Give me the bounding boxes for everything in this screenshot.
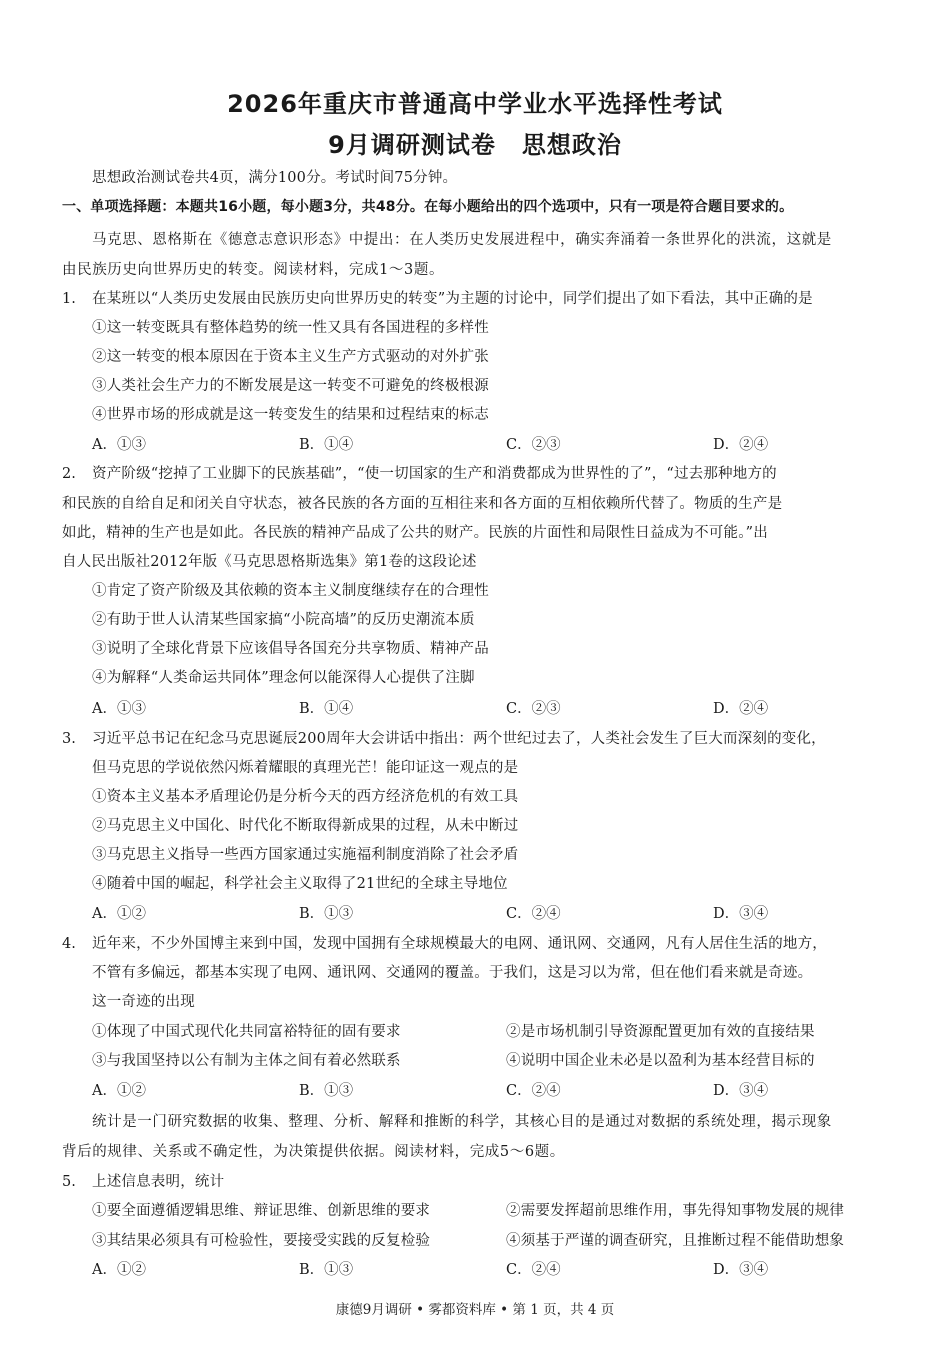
statement-item: ①资本主义基本矛盾理论仍是分析今天的西方经济危机的有效工具: [92, 789, 519, 805]
page-title: 2026年重庆市普通高中学业水平选择性考试: [227, 90, 723, 118]
statement-item: ②有助于世人认清某些国家搞“小院高墙”的反历史潮流本质: [92, 612, 475, 628]
statement-item: ④世界市场的形成就是这一转变发生的结果和过程结束的标志: [92, 407, 489, 423]
statement-item: ②马克思主义中国化、时代化不断取得新成果的过程，从未中断过: [92, 818, 519, 834]
option-d[interactable]: D．②④: [713, 437, 769, 453]
option-d[interactable]: D．③④: [713, 1262, 769, 1278]
question-stem: 如此，精神的生产也是如此。各民族的精神产品成了公共的财产。民族的片面性和局限性日益成为不可能。”出: [62, 525, 768, 541]
question-number: 3.: [62, 731, 76, 747]
question-stem: 在某班以“人类历史发展由民族历史向世界历史的转变”为主题的讨论中，同学们提出了如下看法，其中正确的是: [92, 291, 813, 307]
question-number: 1.: [62, 291, 76, 307]
question-stem: 和民族的自给自足和闭关自守状态，被各民族的各方面的互相往来和各方面的互相依赖所代替了。物质的生产是: [62, 496, 783, 512]
option-b[interactable]: B．①③: [299, 906, 354, 922]
question-stem: 上述信息表明，统计: [92, 1174, 225, 1190]
subtitle-subject: 思想政治: [521, 131, 622, 159]
statement-item: ①肯定了资产阶级及其依赖的资本主义制度继续存在的合理性: [92, 583, 489, 599]
option-b[interactable]: B．①④: [299, 701, 354, 717]
question-stem: 但马克思的学说依然闪烁着耀眼的真理光芒！能印证这一观点的是: [92, 760, 519, 776]
statement-item: ④随着中国的崛起，科学社会主义取得了21世纪的全球主导地位: [92, 876, 508, 892]
question-stem: 自人民出版社2012年版《马克思恩格斯选集》第1卷的这段论述: [62, 554, 477, 570]
statement-item: ③与我国坚持以公有制为主体之间有着必然联系: [92, 1053, 401, 1069]
material-line: 统计是一门研究数据的收集、整理、分析、解释和推断的科学，其核心目的是通过对数据的系统处理，揭示现象: [92, 1114, 832, 1130]
option-b[interactable]: B．①④: [299, 437, 354, 453]
option-c[interactable]: C．②④: [506, 906, 561, 922]
question-stem: 资产阶级“挖掉了工业脚下的民族基础”，“使一切国家的生产和消费都成为世界性的了”，“过去那种地方的: [92, 466, 777, 482]
option-b[interactable]: B．①③: [299, 1083, 354, 1099]
question-stem: 近年来，不少外国博主来到中国，发现中国拥有全球规模最大的电网、通讯网、交通网，凡有人居住生活的地方，: [92, 936, 827, 952]
subtitle-exam-name: 9月调研测试卷: [328, 131, 496, 159]
material-line: 背后的规律、关系或不确定性，为决策提供依据。阅读材料，完成5～6题。: [62, 1144, 565, 1160]
option-a[interactable]: A．①②: [92, 906, 146, 922]
exam-intro: 思想政治测试卷共4页，满分100分。考试时间75分钟。: [92, 170, 458, 186]
statement-item: ③马克思主义指导一些西方国家通过实施福利制度消除了社会矛盾: [92, 847, 519, 863]
statement-item: ④说明中国企业未必是以盈利为基本经营目标的: [506, 1053, 815, 1069]
question-stem: 这一奇迹的出现: [92, 994, 195, 1010]
option-a[interactable]: A．①③: [92, 437, 146, 453]
material-line: 马克思、恩格斯在《德意志意识形态》中提出：在人类历史发展进程中，确实奔涌着一条世界化的洪流，这就是: [92, 232, 832, 248]
option-a[interactable]: A．①②: [92, 1083, 146, 1099]
option-c[interactable]: C．②③: [506, 437, 561, 453]
statement-item: ①体现了中国式现代化共同富裕特征的固有要求: [92, 1024, 401, 1040]
statement-item: ④须基于严谨的调查研究，且推断过程不能借助想象: [506, 1233, 845, 1249]
statement-item: ③其结果必须具有可检验性，要接受实践的反复检验: [92, 1233, 431, 1249]
option-b[interactable]: B．①③: [299, 1262, 354, 1278]
option-d[interactable]: D．③④: [713, 1083, 769, 1099]
question-number: 4.: [62, 936, 76, 952]
question-stem: 不管有多偏远，都基本实现了电网、通讯网、交通网的覆盖。于我们，这是习以为常，但在他们看来就是奇迹。: [92, 965, 813, 981]
statement-item: ③说明了全球化背景下应该倡导各国充分共享物质、精神产品: [92, 641, 489, 657]
page-footer: 康德9月调研 • 雾都资料库 • 第 1 页，共 4 页: [335, 1302, 615, 1318]
option-c[interactable]: C．②③: [506, 701, 561, 717]
question-number: 2.: [62, 466, 76, 482]
statement-item: ②这一转变的根本原因在于资本主义生产方式驱动的对外扩张: [92, 349, 489, 365]
page-subtitle: [0, 125, 950, 160]
question-stem: 习近平总书记在纪念马克思诞辰200周年大会讲话中指出：两个世纪过去了，人类社会发生了巨大而深刻的变化，: [92, 731, 826, 747]
statement-item: ①要全面遵循逻辑思维、辩证思维、创新思维的要求: [92, 1203, 431, 1219]
statement-item: ①这一转变既具有整体趋势的统一性又具有各国进程的多样性: [92, 320, 489, 336]
option-d[interactable]: D．②④: [713, 701, 769, 717]
option-c[interactable]: C．②④: [506, 1083, 561, 1099]
question-number: 5.: [62, 1174, 76, 1190]
statement-item: ②需要发挥超前思维作用，事先得知事物发展的规律: [506, 1203, 845, 1219]
section-heading: 一、单项选择题：本题共16小题，每小题3分，共48分。在每小题给出的四个选项中，只有一项是符合题目要求的。: [62, 199, 794, 215]
statement-item: ②是市场机制引导资源配置更加有效的直接结果: [506, 1024, 815, 1040]
statement-item: ③人类社会生产力的不断发展是这一转变不可避免的终极根源: [92, 378, 489, 394]
option-c[interactable]: C．②④: [506, 1262, 561, 1278]
option-a[interactable]: A．①③: [92, 701, 146, 717]
material-line: 由民族历史向世界历史的转变。阅读材料，完成1～3题。: [62, 262, 445, 278]
statement-item: ④为解释“人类命运共同体”理念何以能深得人心提供了注脚: [92, 670, 475, 686]
option-a[interactable]: A．①②: [92, 1262, 146, 1278]
option-d[interactable]: D．③④: [713, 906, 769, 922]
